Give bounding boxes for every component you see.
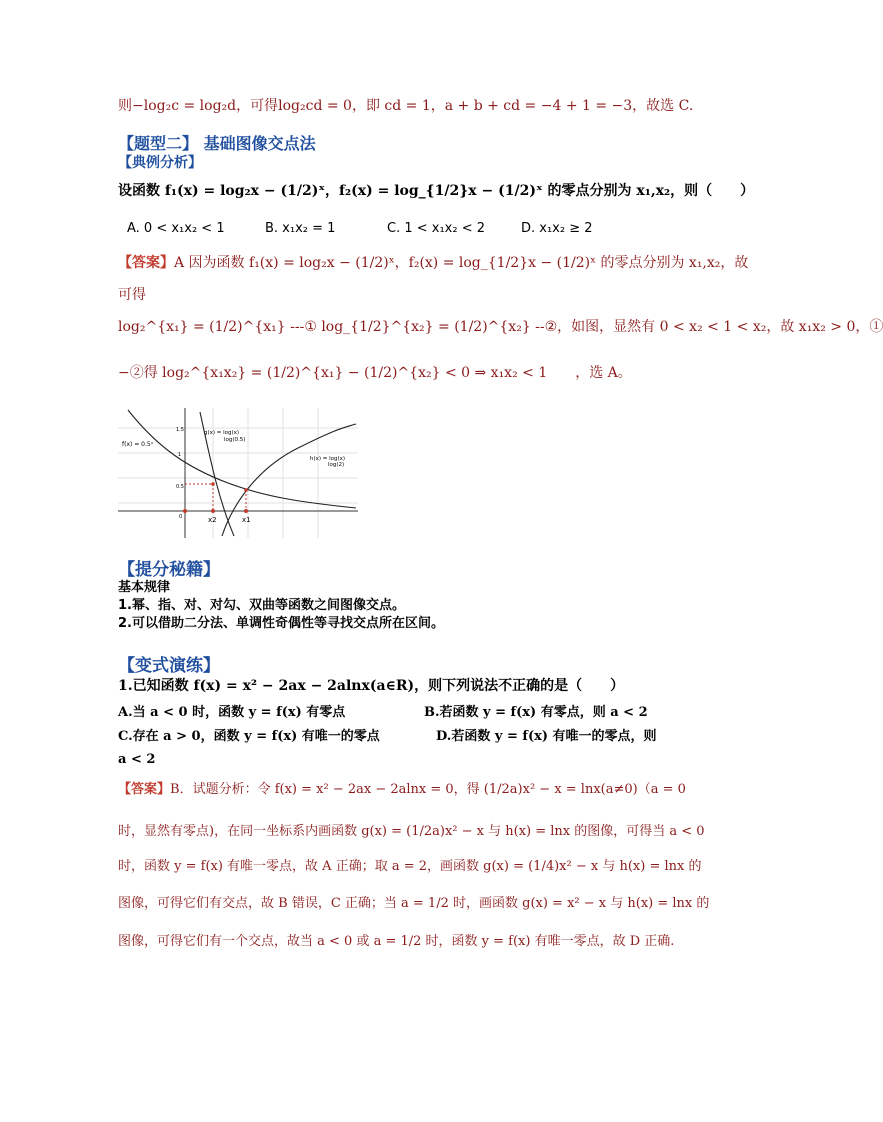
label-f: f(x) = 0.5ˣ — [122, 441, 154, 448]
rule-title: 基本规律 — [118, 580, 171, 595]
answer1-line2: 可得 — [118, 287, 146, 303]
answer2-line3: 时，函数 y = f(x) 有唯一零点，故 A 正确；取 a = 2，画函数 g(x) = (1/4)x² − x 与 h(x) = lnx 的 — [118, 859, 702, 874]
ytick-low: 0.5 — [176, 484, 184, 490]
answer1-line4: −②得 log₂^{x₁x₂} = (1/2)^{x₁} − (1/2)^{x₂} < 0 ⇒ x₁x₂ < 1 ，选 A。 — [118, 365, 632, 381]
graph-svg — [118, 408, 358, 538]
answer2-line1 — [118, 780, 686, 800]
option-b: B. x₁x₂ = 1 — [265, 221, 336, 236]
label-g-bottom: log(0.5) — [224, 437, 246, 443]
ytick-mid: 1 — [178, 452, 182, 458]
option-c: C. 1 < x₁x₂ < 2 — [387, 221, 486, 236]
label-g-top: g(x) = log(x) — [204, 430, 240, 436]
option-d: D. x₁x₂ ≥ 2 — [521, 221, 593, 236]
rule-2: 2.可以借助二分法、单调性奇偶性等寻找交点所在区间。 — [118, 616, 444, 631]
section-title: 【题型二】 基础图像交点法 — [118, 134, 316, 153]
label-h-top: h(x) = log(x) — [310, 456, 346, 462]
practice-title: 【变式演练】 — [118, 656, 220, 676]
label-x2: x2 — [208, 516, 217, 524]
practice-opt-c: C.存在 a > 0，函数 y = f(x) 有唯一的零点 — [118, 729, 380, 744]
answer2-line5: 图像，可得它们有一个交点，故当 a < 0 或 a = 1/2 时，函数 y = f(x) 有唯一零点，故 D 正确. — [118, 934, 675, 949]
x2-point — [211, 509, 215, 513]
practice-opt-a: A.当 a < 0 时，函数 y = f(x) 有零点 — [118, 705, 346, 720]
answer1-line1 — [118, 253, 748, 273]
rule-1: 1.幂、指、对、对勾、双曲等函数之间图像交点。 — [118, 598, 405, 613]
function-graph — [118, 408, 358, 538]
answer2-text: B．试题分析：令 f(x) = x² − 2ax − 2alnx = 0，得 (1/2a)x² − x = lnx(a≠0)（a = 0 — [170, 782, 686, 797]
answer-text: A 因为函数 f₁(x) = log₂x − (1/2)ˣ，f₂(x) = log_{1/2}x − (1/2)ˣ 的零点分别为 x₁,x₂，故 — [174, 255, 749, 271]
section-subtitle: 【典例分析】 — [118, 155, 202, 171]
practice-opt-d-cont: a < 2 — [118, 752, 156, 767]
ytick-top: 1.5 — [176, 427, 184, 433]
question-stem: 设函数 f₁(x) = log₂x − (1/2)ˣ，f₂(x) = log_{1/2}x − (1/2)ˣ 的零点分别为 x₁,x₂，则（ ） — [118, 183, 755, 199]
tips-title: 【提分秘籍】 — [118, 560, 220, 580]
intro-line: 则−log₂c = log₂d，可得log₂cd = 0，即 cd = 1，a + b + cd = −4 + 1 = −3，故选 C. — [118, 98, 694, 114]
option-a: A. 0 < x₁x₂ < 1 — [127, 221, 225, 236]
answer1-line3: log₂^{x₁} = (1/2)^{x₁} ---① log_{1/2}^{x₂} = (1/2)^{x₂} --②，如图，显然有 0 < x₂ < 1 < x₂，故 x₁x₂ > 0，① — [118, 319, 883, 335]
label-h-bottom: log(2) — [328, 462, 345, 468]
origin-point — [183, 509, 187, 513]
practice-opt-d: D.若函数 y = f(x) 有唯一的零点，则 — [436, 729, 657, 744]
answer-tag: 【答案】 — [118, 255, 174, 271]
label-x1: x1 — [242, 516, 251, 524]
answer2-line4: 图像，可得它们有交点，故 B 错误，C 正确；当 a = 1/2 时，画函数 g(x) = x² − x 与 h(x) = lnx 的 — [118, 896, 710, 911]
practice-opt-b: B.若函数 y = f(x) 有零点，则 a < 2 — [424, 705, 648, 720]
x1-point — [244, 509, 248, 513]
practice-stem: 1.已知函数 f(x) = x² − 2ax − 2alnx(a∈R)，则下列说法不正确的是（ ） — [118, 678, 625, 694]
origin-label: 0 — [179, 514, 183, 520]
answer2-tag: 【答案】 — [118, 782, 171, 797]
answer2-line2: 时，显然有零点)，在同一坐标系内画函数 g(x) = (1/2a)x² − x 与 h(x) = lnx 的图像，可得当 a < 0 — [118, 824, 705, 839]
